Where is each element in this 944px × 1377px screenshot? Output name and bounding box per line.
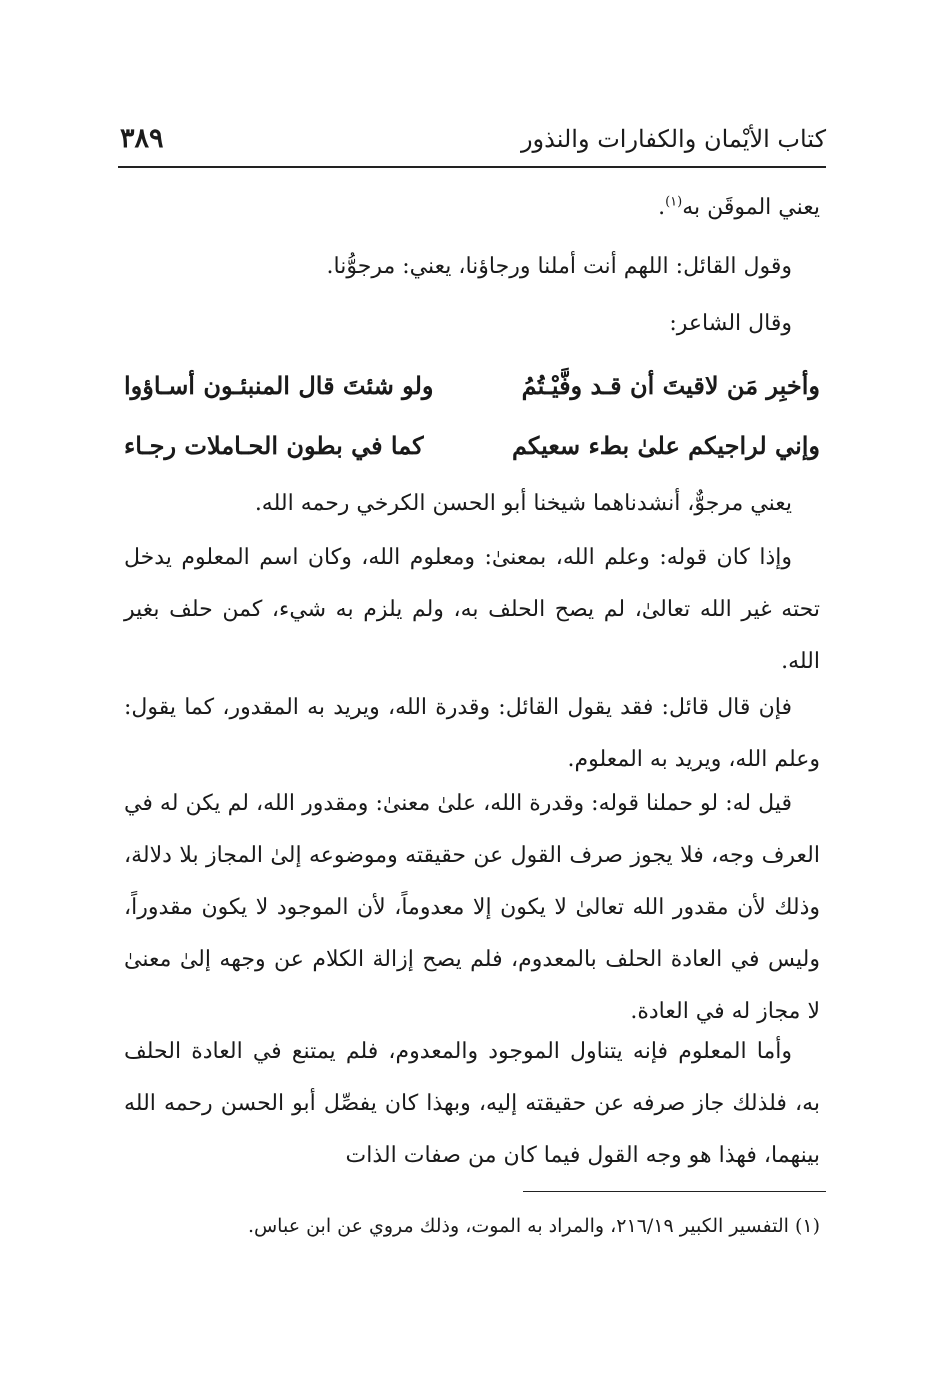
paragraph-1-end: . [658,195,666,220]
footnote-divider [523,1191,826,1192]
verse-2-second-hemistich: كما في بطون الحـاملات رجـاء [124,431,424,460]
paragraph-4: يعني مرجوٌّ، أنشدناهما شيخنا أبو الحسن الكرخي رحمه الله. [254,491,792,516]
page-number: ٣٨٩ [120,123,164,154]
verse-1-first-hemistich: وأخبِر مَن لاقيتَ أن قـد وفَّيْـتُمُ [521,371,820,400]
paragraph-8: وأما المعلوم فإنه يتناول الموجود والمعدوم، فلم يمتنع في العادة الحلف به، فلذلك جاز صرفه عن حقيقته إليه، وبهذا كان يفصِّل أبو الحسن رحمه الله بينهما، فهذا هو وجه القول فيما كان من صفات الذات [124,1039,820,1168]
verse-line-1 [124,360,820,412]
book-title: كتاب الأيْمان والكفارات والنذور [520,125,826,153]
paragraph-3: وقال الشاعر: [669,311,792,336]
paragraph-6: فإن قال قائل: فقد يقول القائل: وقدرة الله، ويريد به المقدور، كما يقول: وعلم الله، ويريد به المعلوم. [124,695,820,772]
footnote-reference: (١) [665,194,683,210]
verse-line-2 [124,420,820,472]
verse-1-second-hemistich: ولو شئتَ قال المنبئـون أسـاؤوا [124,371,434,400]
paragraph-2: وقول القائل: اللهم أنت أملنا ورجاؤنا، يعني: مرجوُّنا. [326,254,792,279]
paragraph-1 [124,182,820,234]
paragraph-5: وإذا كان قوله: وعلم الله، بمعنىٰ: ومعلوم الله، وكان اسم المعلوم يدخل تحته غير الله تعالىٰ، لم يصح الحلف به، ولم يلزم به شيء، كمن حلف بغير الله. [124,545,820,674]
paragraph-7: قيل له: لو حملنا قوله: وقدرة الله، علىٰ معنىٰ: ومقدور الله، لم يكن له في العرف وجه، فلا يجوز صرف القول عن حقيقته وموضوعه إلىٰ المجاز بلا دلالة، وذلك لأن مقدور الله تعالىٰ لا يكون إلا معدوماً، لأن الموجود لا يكون مقدوراً، وليس في العادة الحلف بالمعدوم، فلم يصح إزالة الكلام عن وجهه إلىٰ معنىٰ لا مجاز له في العادة. [124,791,820,1024]
footnote-1: (١) التفسير الكبير ٢١٦/١٩، والمراد به الموت، وذلك مروي عن ابن عباس. [247,1215,820,1237]
header-divider [118,166,826,168]
paragraph-1-text: يعني الموقَن به [682,195,820,220]
verse-2-first-hemistich: وإني لراجيكم علىٰ بطء سعيكم [511,431,820,460]
running-header [118,118,826,160]
